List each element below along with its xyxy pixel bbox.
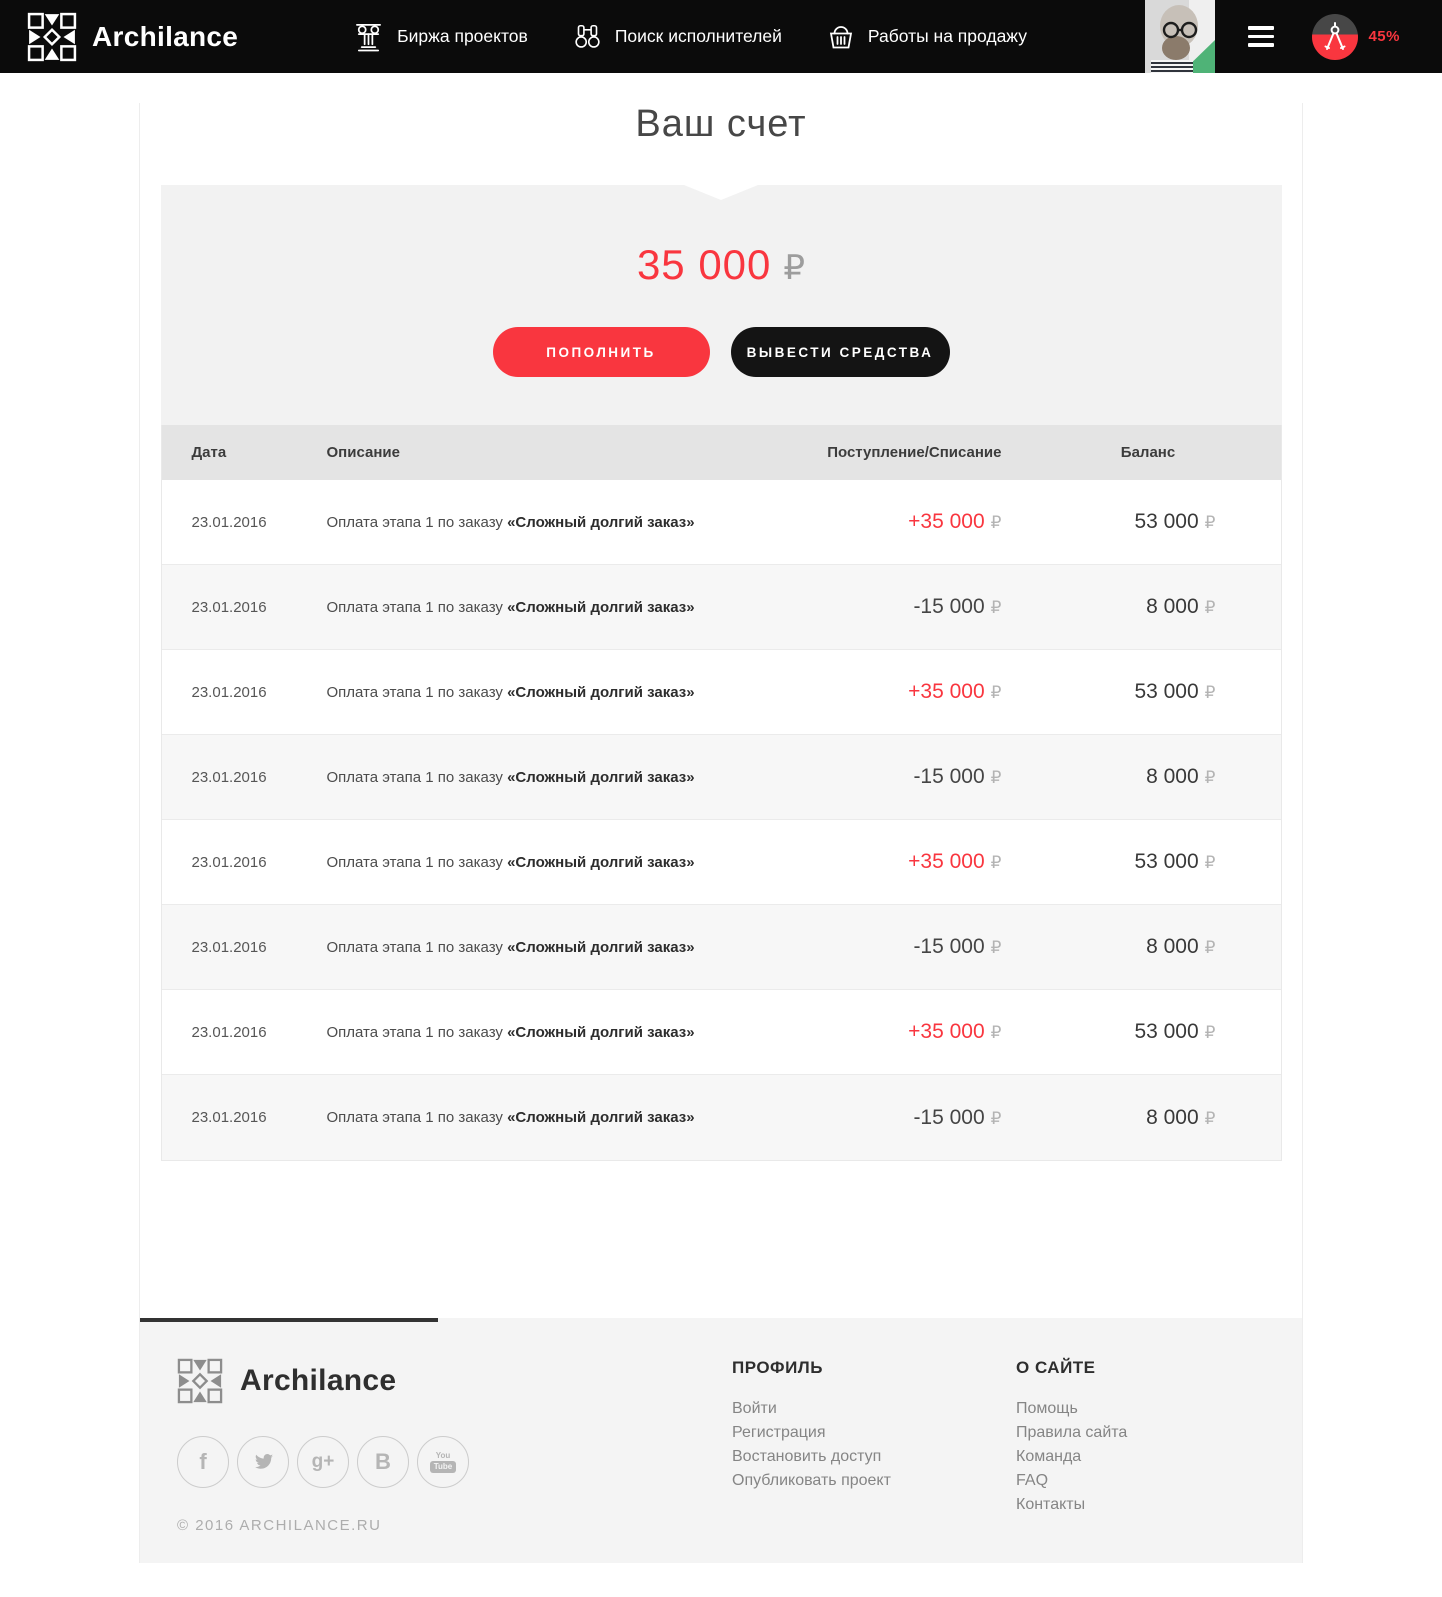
table-row [162, 990, 1281, 1075]
brand-logo[interactable] [27, 12, 238, 62]
tx-date: 23.01.2016 [191, 598, 267, 616]
ruble-sign: ₽ [990, 513, 1002, 533]
nav-item-projects-exchange[interactable] [354, 21, 528, 52]
tx-date: 23.01.2016 [191, 513, 267, 531]
footer-link[interactable]: Опубликовать проект [732, 1472, 891, 1489]
nav-label: Поиск исполнителей [614, 26, 782, 46]
tx-description: Оплата этапа 1 по заказу «Сложный долгий заказ» [326, 768, 695, 786]
column-header-balance: Баланс [1120, 444, 1176, 461]
tx-date: 23.01.2016 [191, 768, 267, 786]
footer-brand[interactable] [177, 1358, 469, 1404]
tx-amount: +35 000 ₽ [908, 850, 1002, 873]
ruble-sign: ₽ [1204, 1023, 1216, 1043]
balance-panel [161, 185, 1282, 425]
footer-link[interactable]: Регистрация [732, 1424, 826, 1441]
archilance-logo-icon [177, 1358, 223, 1404]
footer-link[interactable]: Контакты [1016, 1496, 1086, 1513]
footer-link[interactable]: Команда [1016, 1448, 1082, 1465]
account-balance [161, 185, 1282, 289]
topup-button[interactable]: ПОПОЛНИТЬ [493, 327, 710, 377]
footer-link[interactable]: FAQ [1016, 1472, 1049, 1489]
page-title: Ваш счет [635, 103, 807, 145]
ruble-sign: ₽ [990, 853, 1002, 873]
footer-link[interactable]: Правила сайта [1016, 1424, 1128, 1441]
social-links [177, 1436, 469, 1488]
balance-actions [161, 327, 1282, 377]
column-header-amount: Поступление/Списание [827, 444, 1002, 461]
copyright-text: © 2016 ARCHILANCE.RU [177, 1517, 382, 1534]
table-row [162, 905, 1281, 990]
footer-link[interactable]: Востановить доступ [732, 1448, 882, 1465]
ruble-sign: ₽ [990, 683, 1002, 703]
ruble-sign: ₽ [1204, 598, 1216, 618]
top-bar [0, 0, 1442, 73]
tx-balance: 8 000 ₽ [1146, 1105, 1216, 1129]
transactions-table [161, 425, 1282, 1161]
tx-balance: 8 000 ₽ [1146, 765, 1216, 788]
archilance-logo-icon [27, 12, 77, 62]
drafting-compass-icon [1320, 21, 1350, 53]
binoculars-icon [574, 22, 601, 52]
behance-icon[interactable]: B [357, 1436, 409, 1488]
google-plus-icon[interactable]: g+ [297, 1436, 349, 1488]
tx-amount: -15 000 ₽ [913, 595, 1002, 618]
twitter-icon[interactable] [237, 1436, 289, 1488]
user-avatar[interactable] [1145, 0, 1215, 73]
content-column [139, 103, 1303, 1563]
table-row [162, 565, 1281, 650]
exchange-column-icon [354, 21, 383, 52]
table-row [162, 1075, 1281, 1160]
ruble-sign: ₽ [1204, 853, 1216, 873]
tx-balance: 53 000 ₽ [1134, 680, 1216, 703]
ruble-sign: ₽ [1204, 683, 1216, 703]
bottom-strip [0, 1563, 1442, 1595]
table-row [162, 650, 1281, 735]
tx-description: Оплата этапа 1 по заказу «Сложный долгий заказ» [326, 1023, 695, 1041]
ruble-sign: ₽ [1204, 1108, 1216, 1129]
basket-icon [828, 23, 854, 50]
footer-link[interactable]: Помощь [1016, 1400, 1078, 1417]
withdraw-button[interactable]: ВЫВЕСТИ СРЕДСТВА [731, 327, 950, 377]
footer-left [177, 1358, 469, 1534]
ruble-sign: ₽ [783, 248, 806, 288]
tx-balance: 53 000 ₽ [1134, 510, 1216, 533]
youtube-icon[interactable]: You Tube [417, 1436, 469, 1488]
tx-date: 23.01.2016 [191, 1023, 267, 1041]
tx-amount: +35 000 ₽ [908, 510, 1002, 533]
ruble-sign: ₽ [990, 938, 1002, 958]
footer-column-title: О САЙТЕ [1016, 1358, 1096, 1377]
tx-description: Оплата этапа 1 по заказу «Сложный долгий заказ» [326, 938, 695, 956]
balance-amount: 35 000 [636, 241, 772, 288]
header-right [1145, 0, 1400, 73]
nav-label: Биржа проектов [397, 26, 528, 46]
tx-date: 23.01.2016 [191, 853, 267, 871]
tx-date: 23.01.2016 [191, 683, 267, 701]
tx-description: Оплата этапа 1 по заказу «Сложный долгий заказ» [326, 598, 695, 616]
brand-name: Archilance [92, 20, 239, 52]
ruble-sign: ₽ [990, 1108, 1002, 1129]
spacer [140, 1161, 1302, 1318]
tx-amount: -15 000 ₽ [913, 765, 1002, 788]
footer-column-profile [732, 1358, 891, 1493]
tx-balance: 53 000 ₽ [1134, 1020, 1216, 1043]
nav-label: Работы на продажу [867, 26, 1027, 46]
table-row [162, 735, 1281, 820]
table-row [162, 480, 1281, 565]
nav-item-find-performers[interactable] [574, 22, 782, 52]
tx-amount: +35 000 ₽ [908, 1020, 1002, 1043]
table-row [162, 820, 1281, 905]
tx-balance: 8 000 ₽ [1146, 595, 1216, 618]
nav-item-works-for-sale[interactable] [828, 23, 1027, 50]
ruble-sign: ₽ [990, 1023, 1002, 1043]
ruble-sign: ₽ [1204, 768, 1216, 788]
facebook-icon[interactable]: f [177, 1436, 229, 1488]
progress-badge[interactable] [1312, 14, 1358, 60]
tx-description: Оплата этапа 1 по заказу «Сложный долгий заказ» [326, 513, 695, 531]
column-header-date: Дата [191, 444, 227, 461]
tx-amount: -15 000 ₽ [913, 1105, 1002, 1129]
hamburger-menu-icon[interactable] [1248, 26, 1274, 47]
table-body [162, 480, 1281, 1160]
footer-column-title: ПРОФИЛЬ [732, 1358, 823, 1377]
footer-links-list [1016, 1397, 1127, 1517]
footer-column-about [1016, 1358, 1127, 1517]
table-header-row [162, 425, 1281, 480]
progress-percent: 45% [1368, 28, 1400, 45]
column-header-description: Описание [326, 444, 400, 461]
main-nav [354, 21, 1027, 52]
tx-amount: -15 000 ₽ [913, 935, 1002, 958]
ruble-sign: ₽ [990, 598, 1002, 618]
tx-balance: 8 000 ₽ [1146, 935, 1216, 958]
footer-brand-name: Archilance [240, 1364, 397, 1397]
footer-links-list [732, 1397, 891, 1493]
tx-date: 23.01.2016 [191, 1109, 267, 1126]
footer-link[interactable]: Войти [732, 1400, 777, 1417]
tx-description: Оплата этапа 1 по заказу «Сложный долгий заказ» [326, 683, 695, 701]
ruble-sign: ₽ [1204, 938, 1216, 958]
tx-date: 23.01.2016 [191, 938, 267, 956]
tx-description: Оплата этапа 1 по заказу «Сложный долгий заказ» [326, 1109, 695, 1126]
tx-balance: 53 000 ₽ [1134, 850, 1216, 873]
tx-description: Оплата этапа 1 по заказу «Сложный долгий заказ» [326, 853, 695, 871]
ruble-sign: ₽ [1204, 513, 1216, 533]
tx-amount: +35 000 ₽ [908, 680, 1002, 703]
footer [140, 1318, 1302, 1563]
ruble-sign: ₽ [990, 768, 1002, 788]
